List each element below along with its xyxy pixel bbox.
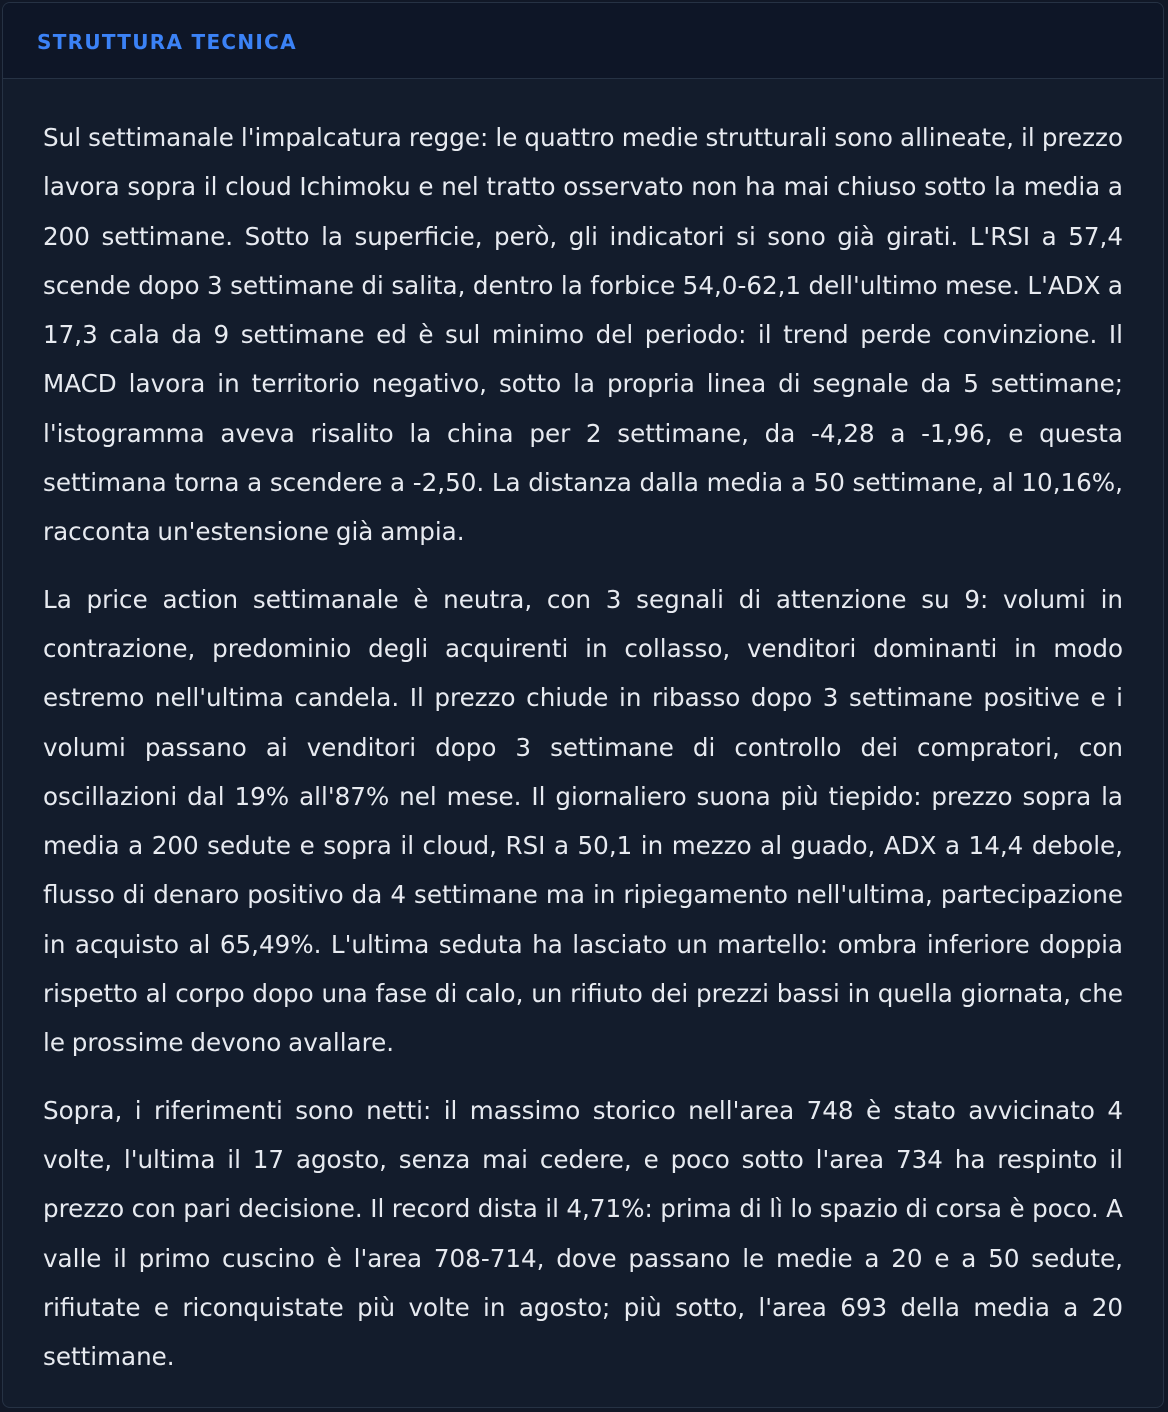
technical-structure-card (2, 2, 1164, 1408)
card-header (3, 3, 1163, 79)
section-title: STRUTTURA TECNICA (37, 29, 297, 54)
paragraph-weekly-structure: Sul settimanale l'impalcatura regge: le quattro medie strutturali sono allineate, il prezzo lavora sopra il cloud Ichimoku e nel tratto osservato non ha mai chiuso sotto la media a 200 settimane. Sotto la superficie, però, gli indicatori si sono già girati. L'RSI a 57,4 scende dopo 3 settimane di salita, dentro la forbice 54,0-62,1 dell'ultimo mese. L'ADX a 17,3 cala da 9 settimane ed è sul minimo del periodo: il trend perde convinzione. Il MACD lavora in territorio negativo, sotto la propria linea di segnale da 5 settimane; l'istogramma aveva risalito la china per 2 settimane, da -4,28 a -1,96, e questa settimana torna a scendere a -2,50. La distanza dalla media a 50 settimane, al 10,16%, racconta un'estensione già ampia. (43, 123, 1123, 547)
card-body (3, 79, 1163, 1381)
paragraph-price-action: La price action settimanale è neutra, con 3 segnali di attenzione su 9: volumi in contrazione, predominio degli acquirenti in collasso, venditori dominanti in modo estremo nell'ultima candela. Il prezzo chiude in ribasso dopo 3 settimane positive e i volumi passano ai venditori dopo 3 settimane di controllo dei compratori, con oscillazioni dal 19% all'87% nel mese. Il giornaliero suona più tiepido: prezzo sopra la media a 200 sedute e sopra il cloud, RSI a 50,1 in mezzo al guado, ADX a 14,4 debole, flusso di denaro positivo da 4 settimane ma in ripiegamento nell'ultima, partecipazione in acquisto al 65,49%. L'ultima seduta ha lasciato un martello: ombra inferiore doppia rispetto al corpo dopo una fase di calo, un rifiuto dei prezzi bassi in quella giornata, che le prossime devono avallare. (43, 584, 1123, 1058)
paragraph-levels: Sopra, i riferimenti sono netti: il massimo storico nell'area 748 è stato avvicinato 4 volte, l'ultima il 17 agosto, senza mai cedere, e poco sotto l'area 734 ha respinto il prezzo con pari decisione. Il record dista il 4,71%: prima di lì lo spazio di corsa è poco. A valle il primo cuscino è l'area 708-714, dove passano le medie a 20 e a 50 sedute, rifiutate e riconquistate più volte in agosto; più sotto, l'area 693 della media a 20 settimane. (43, 1095, 1123, 1372)
